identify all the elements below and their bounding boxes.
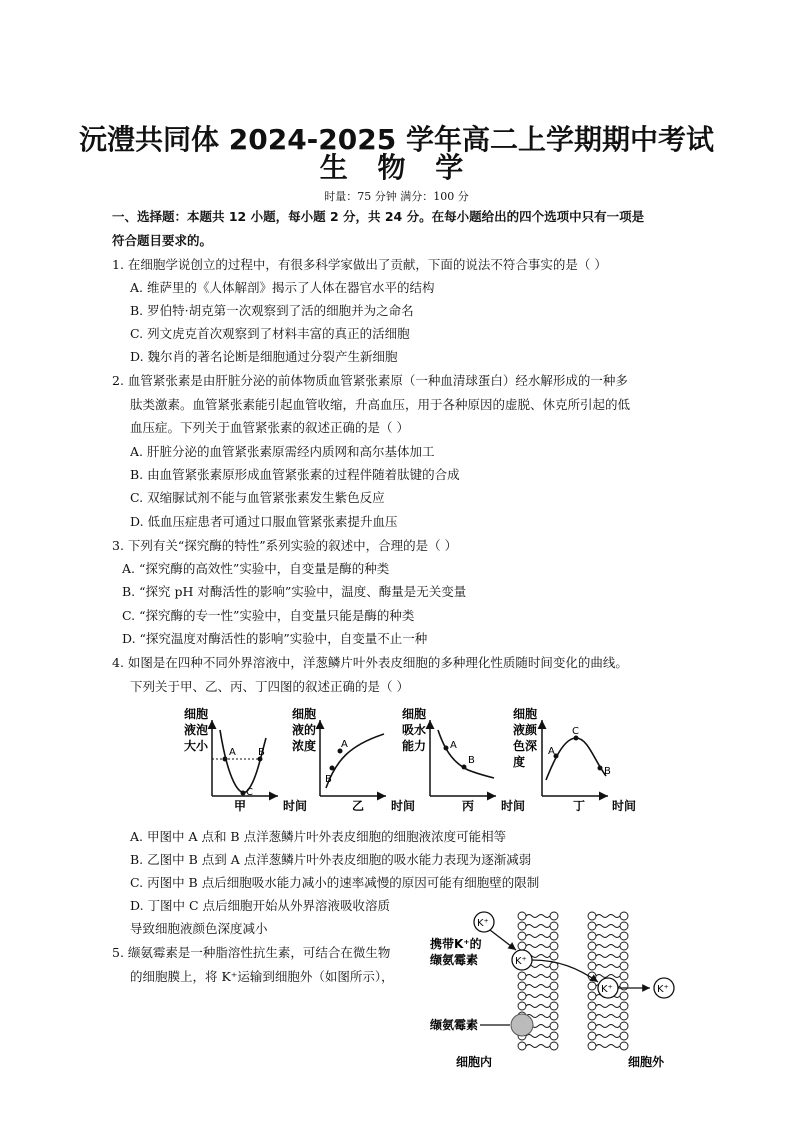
graph-bing-label-a: A	[450, 740, 457, 751]
lipid-tail	[526, 1035, 550, 1038]
label-valinomycin: 缬氨霉素	[430, 1018, 479, 1032]
lipid-head	[518, 942, 526, 950]
lipid-head	[588, 982, 596, 990]
lipid-head	[588, 1002, 596, 1010]
lipid-head	[550, 922, 558, 930]
lipid-tail	[596, 955, 620, 958]
lipid-tail	[596, 975, 620, 978]
graph-bing-label-b: B	[468, 755, 475, 766]
k-ion-carrier-left	[512, 950, 532, 970]
graph-bing-ylabel-2: 吸水	[402, 723, 427, 737]
k-ion-outside	[654, 978, 674, 998]
lipid-head	[550, 982, 558, 990]
graph-bing-point-a	[444, 746, 449, 751]
lipid-head	[620, 962, 628, 970]
q3-option-c: C. “探究酶的专一性”实验中，自变量只能是酶的种类	[122, 608, 415, 623]
lipid-tail	[526, 945, 550, 948]
lipid-head	[550, 942, 558, 950]
label-outside: 细胞外	[628, 1055, 665, 1069]
graph-bing-point-b	[462, 765, 467, 770]
section-heading: 一、选择题：本题共 12 小题，每小题 2 分，共 24 分。在每小题给出的四个选项中只有一项是	[112, 209, 645, 224]
lipid-head	[588, 992, 596, 1000]
q4-stem-cont: 下列关于甲、乙、丙、丁四图的叙述正确的是（ ）	[130, 679, 409, 694]
q3-option-d: D. “探究温度对酶活性的影响”实验中，自变量不止一种	[122, 631, 428, 646]
graph-ding-label-b: B	[604, 766, 611, 777]
graph-yi-name: 乙	[352, 799, 365, 813]
svg-text:K⁺: K⁺	[515, 956, 527, 967]
svg-text:K⁺: K⁺	[601, 984, 613, 995]
lipid-head	[518, 912, 526, 920]
exam-title: 沅澧共同体 2024-2025 学年高二上学期期中考试	[79, 123, 714, 156]
graph-ding-ylabel-3: 色深	[513, 739, 538, 753]
graph-ding-curve	[546, 738, 606, 780]
graph-ding	[512, 706, 636, 813]
lipid-tail	[596, 1015, 620, 1018]
q1-option-b: B. 罗伯特·胡克第一次观察到了活的细胞并为之命名	[130, 303, 414, 318]
svg-text:K⁺: K⁺	[657, 984, 669, 995]
graph-ding-label-a: A	[548, 746, 555, 757]
lipid-head	[620, 992, 628, 1000]
graph-ding-xlabel: 时间	[612, 799, 637, 813]
label-carrier-2: 缬氨霉素	[430, 953, 479, 967]
lipid-head	[588, 1012, 596, 1020]
q4-option-c: C. 丙图中 B 点后细胞吸水能力减小的速率减慢的原因可能有细胞壁的限制	[130, 875, 540, 890]
lipid-head	[620, 922, 628, 930]
graph-bing-ylabel-3: 能力	[402, 739, 427, 753]
lipid-head	[588, 1042, 596, 1050]
lipid-head	[620, 1032, 628, 1040]
lipid-head	[588, 912, 596, 920]
subject-title: 生 物 学	[319, 151, 474, 184]
q3-stem: 3. 下列有关“探究酶的特性”系列实验的叙述中，合理的是（ ）	[112, 538, 458, 553]
lipid-head	[588, 1032, 596, 1040]
graph-bing-name: 丙	[462, 799, 475, 813]
graph-yi-label-b: B	[325, 774, 332, 785]
graph-bing	[402, 706, 525, 813]
graph-yi-ylabel-3: 浓度	[292, 739, 317, 753]
q4-option-d-cont: 导致细胞液颜色深度减小	[130, 921, 268, 936]
q5-stem: 5. 缬氨霉素是一种脂溶性抗生素，可结合在微生物	[112, 945, 391, 960]
graph-jia-xlabel: 时间	[283, 799, 308, 813]
q2-stem-cont: 血压症。下列关于血管紧张素的叙述正确的是（ ）	[130, 420, 409, 435]
q1-option-c: C. 列文虎克首次观察到了材料丰富的真正的活细胞	[130, 326, 410, 341]
graph-jia-label-c: C	[246, 787, 253, 798]
q4-option-b: B. 乙图中 B 点到 A 点洋葱鳞片叶外表皮细胞的吸水能力表现为逐渐减弱	[130, 852, 532, 867]
q2-option-d: D. 低血压症患者可通过口服血管紧张素提升血压	[130, 514, 398, 529]
lipid-head	[620, 1002, 628, 1010]
lipid-head	[550, 972, 558, 980]
q2-option-a: A. 肝脏分泌的血管紧张素原需经内质网和高尔基体加工	[130, 444, 435, 459]
lipid-head	[550, 1002, 558, 1010]
lipid-head	[518, 1002, 526, 1010]
lipid-tail	[526, 925, 550, 928]
graph-ding-point-b	[598, 766, 603, 771]
graph-yi-ylabel-2: 液的	[292, 723, 317, 737]
lipid-head	[620, 932, 628, 940]
lipid-tail	[526, 915, 550, 918]
q4-graphs-figure	[180, 700, 650, 820]
lipid-head	[620, 982, 628, 990]
lipid-head	[588, 942, 596, 950]
lipid-tail	[596, 935, 620, 938]
section-heading-cont: 符合题目要求的。	[112, 233, 213, 248]
graph-ding-ylabel-2: 液颜	[513, 723, 538, 737]
lipid-head	[588, 1022, 596, 1030]
lipid-tail	[526, 975, 550, 978]
graph-jia-label-b: B	[258, 747, 265, 758]
lipid-head	[588, 922, 596, 930]
graph-bing-curve	[438, 730, 494, 778]
lipid-head	[588, 952, 596, 960]
lipid-head	[550, 1042, 558, 1050]
graph-yi	[292, 706, 415, 813]
graph-yi-ylabel-1: 细胞	[292, 707, 317, 721]
lipid-head	[588, 962, 596, 970]
lipid-tail	[596, 965, 620, 968]
graph-jia-point-a	[223, 757, 228, 762]
graph-jia-ylabel-1: 细胞	[184, 707, 209, 721]
lipid-tail	[526, 1045, 550, 1048]
lipid-head	[550, 1032, 558, 1040]
graph-jia-ylabel-3: 大小	[184, 739, 209, 753]
lipid-head	[620, 912, 628, 920]
lipid-head	[620, 942, 628, 950]
lipid-tail	[596, 1045, 620, 1048]
lipid-tail	[526, 935, 550, 938]
lipid-head	[620, 1042, 628, 1050]
k-ion-top	[474, 912, 494, 932]
lipid-head	[550, 1022, 558, 1030]
graph-yi-label-a: A	[341, 739, 348, 750]
lipid-head	[550, 912, 558, 920]
lipid-head	[620, 1012, 628, 1020]
label-inside: 细胞内	[456, 1055, 493, 1069]
q4-option-d: D. 丁图中 C 点后细胞开始从外界溶液吸收溶质	[130, 898, 391, 913]
lipid-tail	[526, 995, 550, 998]
lipid-head	[550, 952, 558, 960]
label-carrier-1: 携带K⁺的	[430, 937, 482, 951]
lipid-tail	[526, 1005, 550, 1008]
graph-bing-xlabel: 时间	[501, 799, 526, 813]
q3-option-a: A. “探究酶的高效性”实验中，自变量是酶的种类	[122, 561, 390, 576]
lipid-head	[518, 992, 526, 1000]
lipid-tail	[596, 925, 620, 928]
q4-stem: 4. 如图是在四种不同外界溶液中，洋葱鳞片叶外表皮细胞的多种理化性质随时间变化的曲线。	[112, 655, 628, 670]
q2-stem: 2. 血管紧张素是由肝脏分泌的前体物质血管紧张素原（一种血清球蛋白）经水解形成的一种多	[112, 373, 628, 388]
lipid-head	[550, 992, 558, 1000]
q4-option-a: A. 甲图中 A 点和 B 点洋葱鳞片叶外表皮细胞的细胞液浓度可能相等	[130, 829, 507, 844]
graph-jia-ylabel-2: 液泡	[184, 723, 209, 737]
lipid-tail	[596, 1025, 620, 1028]
lipid-tail	[596, 1035, 620, 1038]
graph-yi-point-b	[330, 766, 335, 771]
q5-stem-cont: 的细胞膜上，将 K⁺运输到细胞外（如图所示），	[130, 969, 394, 984]
lipid-head	[518, 922, 526, 930]
arrow-across-membrane	[532, 960, 598, 982]
q2-option-b: B. 由血管紧张素原形成血管紧张素的过程伴随着肽键的合成	[130, 467, 460, 482]
q1-option-d: D. 魏尔肖的著名论断是细胞通过分裂产生新细胞	[130, 349, 398, 364]
graph-yi-xlabel: 时间	[391, 799, 416, 813]
q1-stem: 1. 在细胞学说创立的过程中，有很多科学家做出了贡献，下面的说法不符合事实的是（ ）	[112, 257, 607, 272]
k-ion-carrier-right	[598, 978, 618, 998]
lipid-tail	[526, 985, 550, 988]
graph-ding-ylabel-4: 度	[513, 755, 526, 769]
graph-jia-point-c	[241, 791, 246, 796]
lipid-tail	[596, 1005, 620, 1008]
lipid-head	[620, 952, 628, 960]
valinomycin-molecule-icon	[511, 1014, 533, 1036]
lipid-tail	[596, 915, 620, 918]
lipid-head	[518, 982, 526, 990]
q3-option-b: B. “探究 pH 对酶活性的影响”实验中，温度、酶量是无关变量	[122, 584, 467, 599]
lipid-head	[620, 1022, 628, 1030]
graph-bing-ylabel-1: 细胞	[402, 707, 427, 721]
q2-stem-cont: 肽类激素。血管紧张素能引起血管收缩，升高血压，用于各种原因的虚脱、休克所引起的低	[130, 397, 631, 412]
graph-jia-label-a: A	[229, 747, 236, 758]
graph-jia	[184, 706, 307, 813]
svg-text:K⁺: K⁺	[477, 918, 489, 929]
q1-option-a: A. 维萨里的《人体解剖》揭示了人体在器官水平的结构	[130, 280, 435, 295]
exam-meta: 时量：75 分钟 满分：100 分	[324, 190, 469, 203]
graph-jia-name: 甲	[234, 799, 247, 813]
lipid-head	[550, 1012, 558, 1020]
lipid-tail	[596, 945, 620, 948]
lipid-head	[620, 972, 628, 980]
lipid-head	[518, 932, 526, 940]
q2-option-c: C. 双缩脲试剂不能与血管紧张素发生紫色反应	[130, 490, 385, 505]
graph-ding-ylabel-1: 细胞	[513, 707, 538, 721]
graph-ding-name: 丁	[573, 799, 586, 813]
lipid-head	[550, 932, 558, 940]
graph-yi-curve	[326, 734, 384, 788]
lipid-head	[518, 1042, 526, 1050]
arrow-into-membrane	[490, 930, 516, 950]
q5-membrane-figure	[428, 908, 698, 1078]
lipid-head	[518, 972, 526, 980]
graph-ding-label-c: C	[572, 726, 579, 737]
lipid-head	[588, 932, 596, 940]
